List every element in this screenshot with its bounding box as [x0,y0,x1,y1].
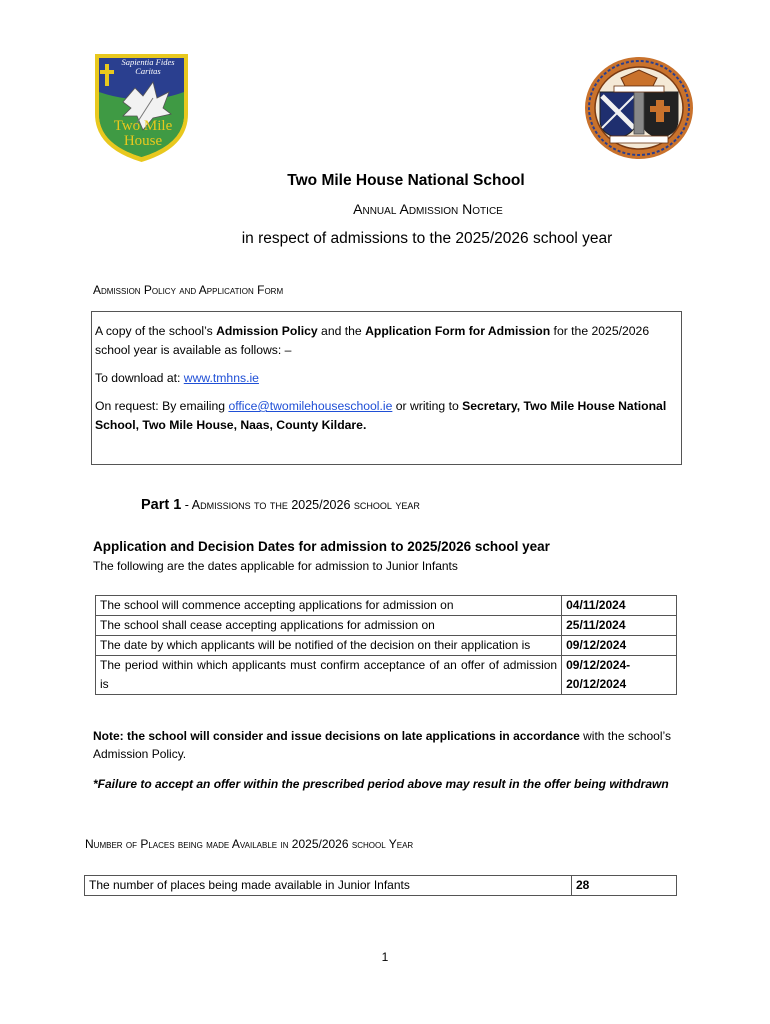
date-label: The school will commence accepting applications for admission on [96,596,562,616]
crest-name-line1: Two Mile [113,118,173,134]
email-link[interactable]: office@twomilehouseschool.ie [228,399,393,413]
date-label: The period within which applicants must confirm acceptance of an offer of admission is [96,656,562,695]
date-label: The school shall cease accepting applications for admission on [96,616,562,636]
dates-table [95,595,677,695]
policy-intro [95,322,678,360]
table-row [96,656,677,695]
policy-intro-b: Admission Policy [216,324,318,338]
date-value: 09/12/2024 [562,636,677,656]
school-crest-logo [93,52,190,164]
policy-box [91,311,682,465]
table-row [96,636,677,656]
date-value: 09/12/2024-20/12/2024 [562,656,677,695]
policy-intro-e: for the 2025/2026 school year is available as follows: – [95,324,650,357]
download-line [95,369,678,388]
dates-heading: Application and Decision Dates for admission to 2025/2026 school year [93,539,550,554]
notice-subtitle-text: Annual Admission Notice [353,201,503,217]
policy-intro-c: and the [317,324,366,338]
crest-motto-line1: Sapientia Fides [121,57,175,67]
table-row [85,876,677,896]
table-row [96,596,677,616]
website-link[interactable]: www.tmhns.ie [183,371,259,385]
download-label: To download at: [95,371,184,385]
date-label: The date by which applicants will be notified of the decision on their application is [96,636,562,656]
policy-heading: Admission Policy and Application Form [93,283,284,297]
policy-intro-a: A copy of the school’s [95,324,217,338]
diocese-seal-logo [584,56,694,160]
request-mid: or writing to [392,399,463,413]
school-title: Two Mile House National School [287,172,525,189]
dates-subheading: The following are the dates applicable for admission to Junior Infants [93,559,458,573]
table-row [96,616,677,636]
page-number: 1 [381,950,389,964]
places-table [84,875,677,896]
request-line [95,397,678,435]
part1-prefix: Part 1 [141,497,182,513]
date-value: 25/11/2024 [562,616,677,636]
places-value: 28 [572,876,677,896]
crest-name-line2: House [123,133,163,149]
crest-motto-line2: Caritas [135,66,161,76]
places-label: The number of places being made available in Junior Infants [85,876,572,896]
failure-warning: *Failure to accept an offer within the prescribed period above may result in the offer being withdrawn [93,777,669,791]
places-heading: Number of Places being made Available in 2025/2026 school Year [85,837,414,851]
request-address: Secretary, Two Mile House National School, Two Mile House, Naas, County Kildare. [95,399,667,432]
policy-intro-d: Application Form for Admission [365,324,551,338]
note-rest: with the school’s Admission Policy. [93,729,671,761]
notice-subtitle [0,201,770,217]
request-label: On request: By emailing [95,399,229,413]
note-bold: Note: the school will consider and issue decisions on late applications in accordance [93,729,580,743]
part1-heading [141,497,420,513]
part1-rest: - Admissions to the 2025/2026 school year [181,498,420,512]
late-applications-note [93,727,678,763]
respect-line: in respect of admissions to the 2025/2026 school year [241,230,613,247]
date-value: 04/11/2024 [562,596,677,616]
